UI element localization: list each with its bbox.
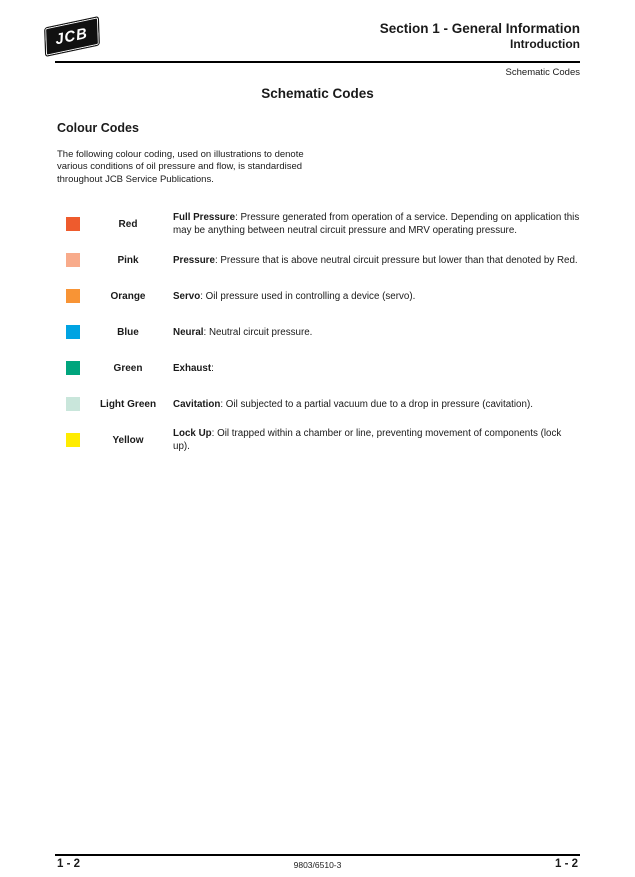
colour-codes-table — [57, 206, 580, 458]
colour-code-row — [57, 314, 580, 350]
colour-swatch — [66, 397, 80, 411]
colour-swatch — [66, 433, 80, 447]
colour-description — [173, 326, 580, 339]
footer-rule — [55, 854, 580, 856]
colour-description-text: : Oil pressure used in controlling a device (servo). — [200, 290, 416, 302]
jcb-logo-text: JCB — [54, 24, 90, 49]
colour-term: Pressure — [173, 254, 215, 266]
colour-description-text: : — [211, 362, 214, 374]
colour-name-label: Red — [118, 218, 138, 230]
page-header — [380, 20, 580, 52]
colour-term: Lock Up — [173, 428, 212, 439]
colour-term: Servo — [173, 290, 201, 302]
colour-term: Cavitation — [173, 398, 221, 410]
colour-code-row — [57, 422, 580, 458]
colour-term: Neural — [173, 326, 204, 338]
colour-description-text: : Neutral circuit pressure. — [203, 326, 313, 338]
colour-name-label: Green — [113, 362, 143, 374]
footer-publication-number: 9803/6510-3 — [293, 860, 342, 870]
colour-swatch — [66, 217, 80, 231]
jcb-logo-shape — [44, 16, 100, 57]
jcb-logo — [44, 22, 114, 66]
colour-swatch — [66, 325, 80, 339]
colour-name-label: Orange — [110, 290, 146, 302]
colour-name-label: Light Green — [99, 398, 157, 410]
colour-swatch — [66, 289, 80, 303]
colour-term: Full Pressure — [173, 212, 236, 223]
header-rule — [55, 61, 580, 63]
page-title: Schematic Codes — [261, 86, 374, 101]
page-footer — [55, 858, 580, 876]
colour-code-row — [57, 350, 580, 386]
colour-name-label: Pink — [117, 254, 139, 266]
intro-paragraph: The following colour coding, used on illustrations to denote various conditions of oil pressure and flow, is standardised throughout JCB Service Publications. — [57, 149, 304, 185]
breadcrumb: Schematic Codes — [505, 67, 580, 78]
colour-description-text: : Pressure that is above neutral circuit pressure but lower than that denoted by Red. — [214, 254, 578, 266]
colour-description — [173, 254, 580, 267]
colour-swatch — [66, 253, 80, 267]
colour-name-label: Yellow — [112, 434, 144, 446]
footer-page-number-right: 1 - 2 — [554, 858, 578, 870]
footer-page-number-left: 1 - 2 — [57, 858, 81, 870]
colour-description-text: : Pressure generated from operation of a service. Depending on application this may be anything between neutral circuit pressure and MRV operating pressure. — [173, 212, 580, 236]
colour-swatch — [66, 361, 80, 375]
header-section-title: Section 1 - General Information — [379, 21, 580, 36]
colour-description — [173, 211, 580, 237]
colour-description — [173, 398, 580, 411]
header-subsection-title: Introduction — [510, 37, 580, 51]
colour-code-row — [57, 206, 580, 242]
colour-code-row — [57, 278, 580, 314]
colour-description — [173, 362, 580, 375]
colour-description-text: : Oil trapped within a chamber or line, preventing movement of components (lock up). — [173, 428, 562, 452]
colour-description-text: : Oil subjected to a partial vacuum due to a drop in pressure (cavitation). — [220, 398, 533, 410]
colour-codes-heading: Colour Codes — [57, 121, 139, 135]
colour-description — [173, 290, 580, 303]
colour-description — [173, 427, 580, 453]
colour-code-row — [57, 242, 580, 278]
colour-name-label: Blue — [117, 326, 139, 338]
colour-code-row — [57, 386, 580, 422]
colour-term: Exhaust — [173, 362, 212, 374]
